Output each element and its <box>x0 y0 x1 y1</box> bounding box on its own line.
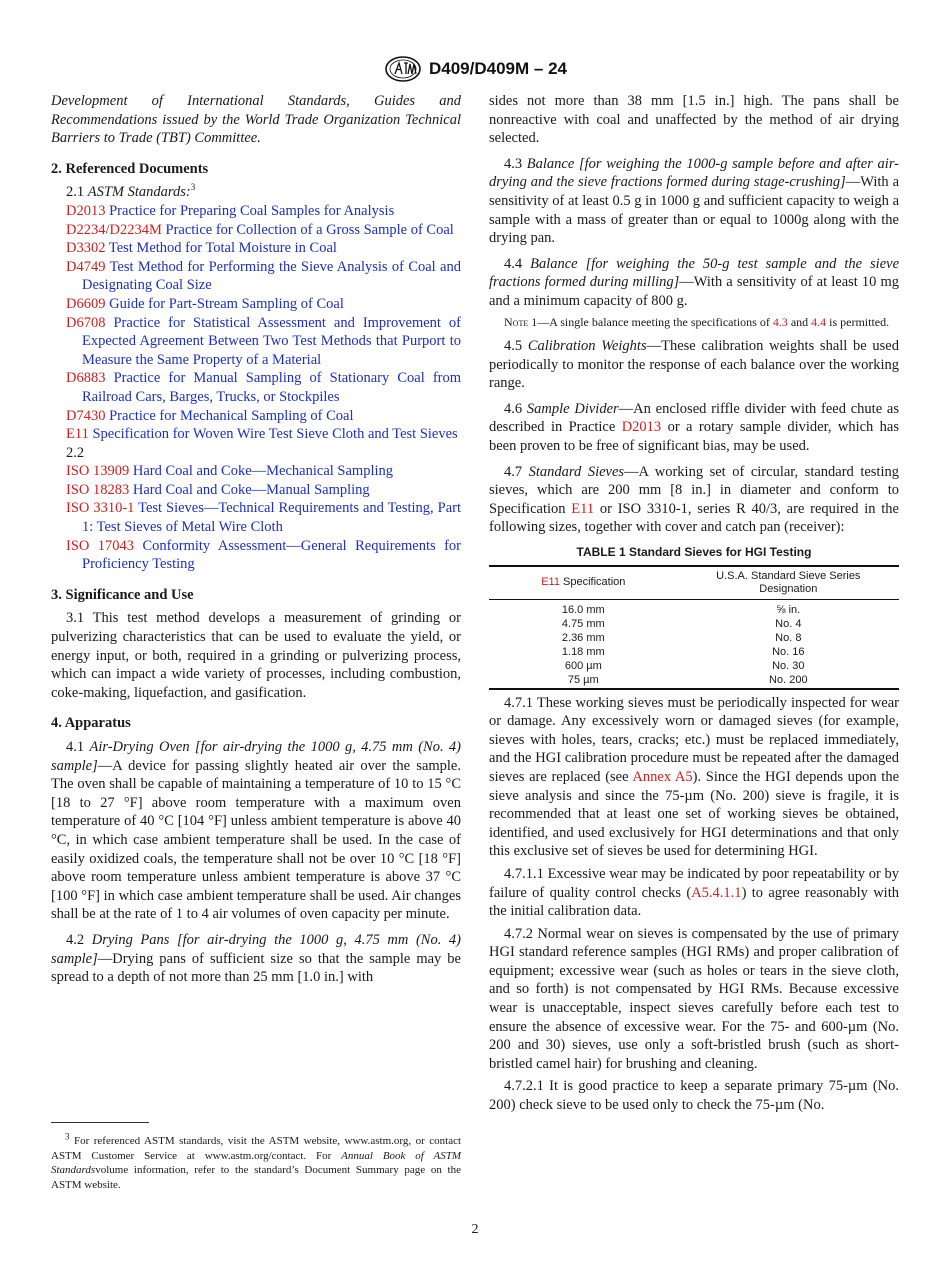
ref-link-d3302[interactable]: D3302 <box>66 240 106 257</box>
ref-title[interactable]: Practice for Mechanical Sampling of Coal <box>109 407 354 424</box>
ref-title[interactable]: Test Method for Performing the Sieve Analysis of Coal and Designating Coal Size <box>82 258 461 294</box>
section-3-heading: 3. Significance and Use <box>51 586 194 603</box>
para-4-4: 4.4 Balance [for weighing the 50-g test sample and the sieve fractions formed during milling]—With a sensitivity of at least 10 mg and a minimum capacity of 800 g. <box>489 255 899 309</box>
ref-title[interactable]: Hard Coal and Coke—Mechanical Sampling <box>132 463 394 480</box>
ref-title[interactable]: Conformity Assessment—General Requirements for Proficiency Testing <box>82 537 462 573</box>
reference-item <box>51 407 461 426</box>
reference-item <box>51 258 461 295</box>
footnote-divider <box>51 1122 149 1123</box>
ref-link-d4749[interactable]: D4749 <box>66 258 106 275</box>
reference-item <box>51 295 461 314</box>
ref-link-e11[interactable]: E11 <box>66 426 89 443</box>
ref-title[interactable]: Practice for Manual Sampling of Stationary Coal from Railroad Cars, Barges, Trucks, or Stockpiles <box>82 370 462 405</box>
para-3-1: 3.1 This test method develops a measurement of grinding or pulverizing characteristics that can be used to evaluate the yield, or energy input, or both, required in a grinding or pulverizing process, which can impact a wide variety of processes, including combustion, coke-making, liquefaction, and gasification. <box>51 610 461 701</box>
para-4-6: 4.6 Sample Divider—An enclosed riffle divider with feed chute as described in Practice D2013 or a rotary sample divider, which has been proven to be free of significant bias, may be used. <box>489 400 899 454</box>
table-header-row <box>489 566 899 600</box>
ref-title[interactable]: Practice for Statistical Assessment and Improvement of Expected Agreement Between Two Test Methods that Purport to Measure the Same Property of a Material <box>82 314 462 368</box>
intro-paragraph: Development of International Standards, Guides and Recommendations issued by the World Trade Organization Technical Barriers to Trade (TBT) Committee. <box>51 93 461 147</box>
ref-link-iso18283[interactable]: ISO 18283 <box>66 481 130 498</box>
link-a5-4-1-1[interactable]: A5.4.1.1 <box>691 884 742 901</box>
ref-link-d6708[interactable]: D6708 <box>66 314 106 331</box>
iso-reference-item <box>51 499 461 536</box>
ref-link-d7430[interactable]: D7430 <box>66 407 106 424</box>
para-2-2: 2.2 <box>66 444 85 461</box>
ref-link-d2234[interactable]: D2234/D2234M <box>66 221 162 238</box>
section-2-heading: 2. Referenced Documents <box>51 160 209 177</box>
reference-item <box>51 425 461 444</box>
table-row: 4.75 mm No. 4 <box>561 617 802 630</box>
ref-title[interactable]: Practice for Preparing Coal Samples for Analysis <box>109 202 395 219</box>
reference-item <box>51 369 461 406</box>
table-row: 600 µm No. 30 <box>564 659 805 672</box>
reference-item <box>51 221 461 240</box>
reference-item <box>51 239 461 258</box>
link-4-3[interactable]: 4.3 <box>772 314 788 329</box>
reference-item <box>51 202 461 221</box>
astm-logo-icon <box>383 55 423 83</box>
link-4-4[interactable]: 4.4 <box>811 314 827 329</box>
table-row: 75 µm No. 200 <box>489 673 899 689</box>
table-row: 16.0 mm ⅝ in. <box>561 603 801 616</box>
para-4-2-continued: sides not more than 38 mm [1.5 in.] high. The pans shall be nonreactive with coal and unaffected by the method of air drying selected. <box>489 93 899 147</box>
iso-reference-item <box>51 537 461 574</box>
table-1-title: TABLE 1 Standard Sieves for HGI Testing <box>576 544 812 559</box>
left-column <box>51 92 461 987</box>
iso-reference-item <box>51 481 461 500</box>
para-4-1: 4.1 Air-Drying Oven [for air-drying the 1000 g, 4.75 mm (No. 4) sample]—A device for passing slightly heated air over the sample. The oven shall be capable of maintaining a temperature of 10 to 15 °C [18 to 27 °F] above room temperature with a maximum oven temperature of 40 °C [104 °F] unless ambient temperature is above 40 °C, in which case ambient temperature shall be used. In the case of easily oxidized coals, the temperature shall not be over 10 °C [18 °F] above room temperature unless ambient temperature is above 37 °C [100 °F] in which case ambient temperature shall be used. Air changes shall be at the rate of 1 to 4 air volumes of oven capacity per minute. <box>51 739 462 923</box>
table-row: 2.36 mm No. 8 <box>561 631 802 644</box>
ref-link-iso3310[interactable]: ISO 3310-1 <box>66 500 135 517</box>
para-4-5: 4.5 Calibration Weights—These calibration weights shall be used periodically to monitor the response of each balance over the working range. <box>489 338 899 392</box>
page-header <box>0 55 950 83</box>
link-d2013[interactable]: D2013 <box>621 419 662 436</box>
table-row: 1.18 mm No. 16 <box>561 645 805 658</box>
ref-link-iso17043[interactable]: ISO 17043 <box>66 537 135 554</box>
para-4-7-2: 4.7.2 Normal wear on sieves is compensated by the use of primary HGI standard reference samples (HGI RMs) and proper calibration of equipment; excessive wear (such as holes or tears in the sieve cloth, and so forth) is not compensated by HGI RMs. Because excessive wear is unacceptable, inspect sieves carefully before each test to ensure the absence of excessive wear. For the 75- and 600-µm (No. 200 and 30) sieves, use only a soft-bristled brush (such as short-bristled camel hair) for brushing and cleaning. <box>489 925 899 1072</box>
table-header-usa: U.S.A. Standard Sieve Series Designation <box>678 566 899 600</box>
ref-title[interactable]: Specification for Woven Wire Test Sieve Cloth and Test Sieves <box>92 426 458 443</box>
reference-item <box>51 314 461 370</box>
para-4-3: 4.3 Balance [for weighing the 1000-g sample before and after air-drying and the sieve fractions formed during stage-crushing]—With a sensitivity of at least 0.5 g in 1000 g and sufficient capacity to weigh a sample with a mass of greater than or equal to 1000g along with the drying pan. <box>489 155 899 247</box>
para-2-1: 2.1 ASTM Standards:$^3$ <box>66 182 196 201</box>
para-4-7-1: 4.7.1 These working sieves must be periodically inspected for wear or damage. Any excessively worn or damaged sieves (for example, sieves with holes, tears, cracks; etc.) must be replaced immediately, and the HGI calibration procedure must be repeated after the damaged sieves are replaced (see Annex A5). Since the HGI depends upon the sieve analysis and since the 75-µm (No. 200) sieve is fragile, it is recommended that at least one set of working sieves be obtained, identified, and used exclusively for HGI determinations and that only this exclusive set of sieves be used for determining HGI. <box>489 694 900 860</box>
table-header-e11: E11 Specification <box>489 566 678 600</box>
section-4-heading: 4. Apparatus <box>51 715 131 732</box>
para-4-7: 4.7 Standard Sieves—A working set of circular, standard testing sieves, which are 200 mm [8 in.] in diameter and conform to Specification E11 or ISO 3310-1, series R 40/3, are required in the following sizes, together with cover and catch pan (receiver): <box>489 463 899 536</box>
note-1: Note 1—A single balance meeting the specifications of 4.3 and 4.4 is permitted. <box>504 314 890 329</box>
ref-title[interactable]: Test Sieves—Technical Requirements and Testing, Part 1: Test Sieves of Metal Wire Cloth <box>82 500 461 536</box>
ref-title[interactable]: Test Method for Total Moisture in Coal <box>108 240 337 257</box>
page-number: 2 <box>471 1222 479 1237</box>
footnote: $^3$ For referenced ASTM standards, visit the ASTM website, www.astm.org, or contact ASTM Customer Service at www.astm.org/contact. For Annual Book of ASTM Standardsvolume information, refer to the standard’s Document Summary page on the ASTM website. <box>51 1131 462 1191</box>
ref-title[interactable]: Practice for Collection of a Gross Sample of Coal <box>165 221 454 238</box>
right-column <box>489 92 899 1115</box>
link-e11-table[interactable]: E11 <box>541 576 560 589</box>
para-4-7-1-1: 4.7.1.1 Excessive wear may be indicated by poor repeatability or by failure of quality control checks (A5.4.1.1) to agree reasonably with the initial calibration data. <box>489 865 899 920</box>
ref-link-d6883[interactable]: D6883 <box>66 370 106 387</box>
iso-reference-item <box>51 462 461 481</box>
para-4-7-2-1: 4.7.2.1 It is good practice to keep a separate primary 75-µm (No. 200) check sieve to be used only to check the 75-µm (No. <box>489 1078 899 1114</box>
document-id: D409/D409M – 24 <box>429 59 567 78</box>
link-annex-a5[interactable]: Annex A5 <box>632 768 693 785</box>
ref-link-d2013[interactable]: D2013 <box>66 202 106 219</box>
standard-sieves-table <box>489 565 899 690</box>
ref-link-d6609[interactable]: D6609 <box>66 295 106 312</box>
ref-title[interactable]: Hard Coal and Coke—Manual Sampling <box>132 481 370 498</box>
para-4-2: 4.2 Drying Pans [for air-drying the 1000 g, 4.75 mm (No. 4) sample]—Drying pans of sufficient size so that the sample may be spread to a depth of not more than 25 mm [1.0 in.] with <box>51 931 462 986</box>
link-e11[interactable]: E11 <box>571 500 595 517</box>
ref-link-iso13909[interactable]: ISO 13909 <box>66 463 130 480</box>
ref-title[interactable]: Guide for Part-Stream Sampling of Coal <box>109 295 344 312</box>
